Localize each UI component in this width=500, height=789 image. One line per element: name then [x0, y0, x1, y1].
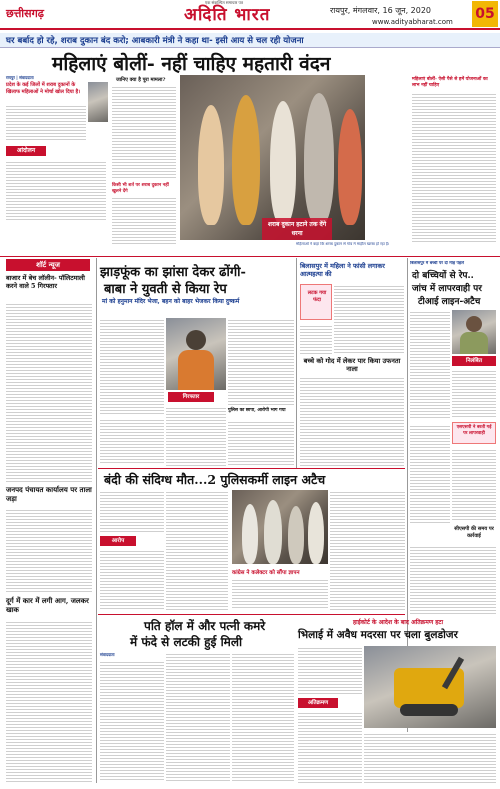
short-news-item-3[interactable]: दूर्ग में कार में लगी आग, जलकर खाक — [6, 596, 89, 614]
story8-label: अतिक्रमण — [298, 698, 338, 708]
photo-figure — [304, 93, 334, 225]
lead-mid-body — [112, 85, 176, 180]
photo-head — [186, 330, 206, 350]
story2-body-2 — [166, 406, 226, 466]
section-divider — [98, 614, 405, 615]
photo-body — [460, 332, 488, 354]
lead-intro-body — [6, 104, 86, 142]
page-number: 05 — [472, 1, 498, 27]
story2-kicker: मां को हनुमान मंदिर भेजा, बहन को बाहर भेजकर किया दुष्कर्म — [102, 298, 240, 305]
story2-body-4 — [228, 420, 294, 465]
story4-sub: एसएसपी ने बरती गई पर लापरवाही — [456, 425, 492, 436]
column-divider — [96, 258, 97, 783]
photo-figure — [232, 95, 260, 225]
short-news-tag: शॉर्ट न्यूज — [6, 259, 90, 271]
story3-sub[interactable]: बच्चे को गोद में लेकर पार किया उफनता नाला — [303, 357, 401, 373]
region-label: छत्तीसगढ़ — [6, 7, 44, 20]
story3-kicker[interactable]: बिलासपुर में महिला ने फांसी लगाकर आत्महत्या की — [300, 262, 385, 278]
story5-label: आरोप — [100, 536, 136, 546]
website-link[interactable]: www.adityabharat.com — [372, 18, 453, 26]
story5-headline[interactable]: बंदी की संदिग्ध मौत...2 पुलिसकर्मी लाइन अटैच — [104, 472, 326, 487]
photo-figure — [270, 101, 296, 225]
story2-photo — [166, 318, 226, 390]
photo-figure — [308, 502, 324, 564]
story4-body-4 — [452, 448, 496, 522]
section-divider — [0, 256, 500, 257]
story8-headline[interactable]: भिलाई में अवैध मदरसा पर चला बुलडोजर — [298, 629, 458, 641]
story6-body-2 — [232, 578, 328, 610]
story4-sub2: सीएसपी की समय पर कार्रवाई — [454, 526, 494, 539]
photo-figure — [338, 109, 362, 225]
story2-headline-1[interactable]: झाड़फूंक का झांसा देकर ढोंगी- — [100, 265, 246, 280]
newspaper-logo[interactable]: अदिति भारत — [184, 5, 271, 25]
lead-left-body — [6, 160, 106, 220]
story4-headline-2[interactable]: जांच में लापरवाही पर — [412, 284, 482, 294]
story6-headline[interactable]: कांग्रेस ने कलेक्टर को सौंपा ज्ञापन — [232, 570, 300, 576]
story8-body-3 — [364, 732, 496, 783]
story5-body-3 — [166, 490, 228, 610]
lead-intro: प्रदेश के कई जिलों में शराब दुकानों के खिलाफ महिलाओं ने मोर्चा खोल दिया है। — [6, 82, 81, 95]
story3-body-1 — [334, 284, 404, 354]
short-news-body-1 — [6, 302, 92, 482]
story4-headline-1[interactable]: दो बच्चियों से रेप.. — [412, 271, 474, 281]
story2-body-1 — [100, 318, 164, 414]
story7-headline-1[interactable]: पति हॉल में और पत्नी कमरे — [144, 619, 266, 633]
photo-head — [466, 316, 482, 332]
story4-photo — [452, 310, 496, 354]
lead-sub2: महिलाएं बोलीं- ऐसी पैसे से हमें योजनाओं का लाभ नहीं चाहिए — [412, 77, 488, 88]
dateline: रायपुर, मंगलवार, 16 जून, 2020 — [330, 6, 432, 15]
story8-kicker: हाईकोर्ट के आदेश के बाद अतिक्रमण हटा — [352, 619, 444, 626]
story4-body-5 — [410, 545, 496, 615]
story3-body-3 — [300, 376, 404, 466]
column-divider — [296, 258, 297, 468]
story4-body-3 — [410, 424, 450, 524]
story7-body-3 — [232, 652, 294, 782]
story8-body-2 — [298, 711, 362, 783]
story8-photo[interactable] — [364, 646, 496, 728]
photo-figure — [264, 500, 282, 564]
photo-figure — [242, 504, 258, 564]
story7-byline: संवाददाता — [100, 652, 115, 657]
lead-byline: रायपुर | संवाददाता — [6, 75, 34, 80]
story2-sub: पुलिस का छापा, आरोपी भाग गया — [228, 408, 286, 413]
lead-box1: जानिए क्या है पूरा मामला? — [116, 77, 166, 83]
story2-label: गिरफ्तार — [168, 392, 214, 402]
logo-tagline: एक संकल्पित समाचार पत्र — [205, 0, 244, 5]
story4-kicker: बिलासपुर में बच्ची पर दो माह पहले — [410, 261, 464, 265]
story8-body-1 — [298, 646, 362, 696]
short-news-item-2[interactable]: जनपद पंचायत कार्यालय पर ताला जड़ा — [6, 485, 92, 503]
story4-headline-3[interactable]: टीआई लाइन-अटैच — [418, 297, 481, 307]
story4-label: निलंबित — [452, 356, 496, 366]
story7-body-2 — [166, 652, 230, 782]
lead-strap[interactable]: घर बर्बाद हो रहे, शराब दुकान बंद करो; आबकारी मंत्री ने कहा था- इसी आय से चल रही योजना — [6, 36, 304, 46]
photo-body — [178, 350, 214, 390]
lead-side-label: आंदोलन — [6, 146, 46, 156]
lead-headline[interactable]: महिलाएं बोलीं- नहीं चाहिए महतारी वंदन — [52, 53, 331, 75]
section-divider — [98, 468, 405, 469]
short-news-body-3 — [6, 620, 92, 782]
lead-mid-body-2 — [112, 196, 176, 244]
photo-figure — [288, 506, 304, 564]
story3-label: लटक गया फंदा — [307, 290, 327, 303]
story4-body-2 — [452, 369, 496, 419]
story7-headline-2[interactable]: में फंदे से लटकी हुई मिली — [130, 635, 243, 649]
photo-tracks — [400, 704, 458, 716]
story2-headline-2[interactable]: बाबा ने युवती से किया रेप — [104, 282, 227, 297]
story2-body-3 — [228, 318, 294, 406]
lead-photo[interactable] — [180, 75, 365, 240]
lead-right-body — [412, 92, 496, 244]
story4-body-1 — [410, 310, 450, 420]
lead-inset-photo — [88, 82, 108, 122]
story3-body-2 — [300, 324, 332, 354]
story5-body-1 — [100, 490, 164, 534]
story6-photo — [232, 490, 328, 564]
short-news-body-2 — [6, 508, 92, 594]
photo-figure — [198, 105, 224, 225]
story7-body-1 — [100, 660, 164, 782]
story6-body-1 — [330, 490, 405, 610]
photo-overlay-caption: शराब दुकान हटाने तक देंगे धरना — [262, 218, 332, 240]
lead-box2: किसी भी शर्त पर शराब दुकान नहीं खुलने देंगे — [112, 183, 169, 194]
short-news-item-1[interactable]: बाजार में बेच लॉलीन- पॉलिटमाली करने वाले 5 गिरफ्तार — [6, 274, 85, 290]
story2-body-5 — [100, 418, 164, 465]
lead-photo-caption: महिलाओं ने कहा कि शराब दुकान से गांव में माहौल खराब हो रहा है। — [296, 242, 390, 246]
story5-body-2 — [100, 549, 164, 609]
